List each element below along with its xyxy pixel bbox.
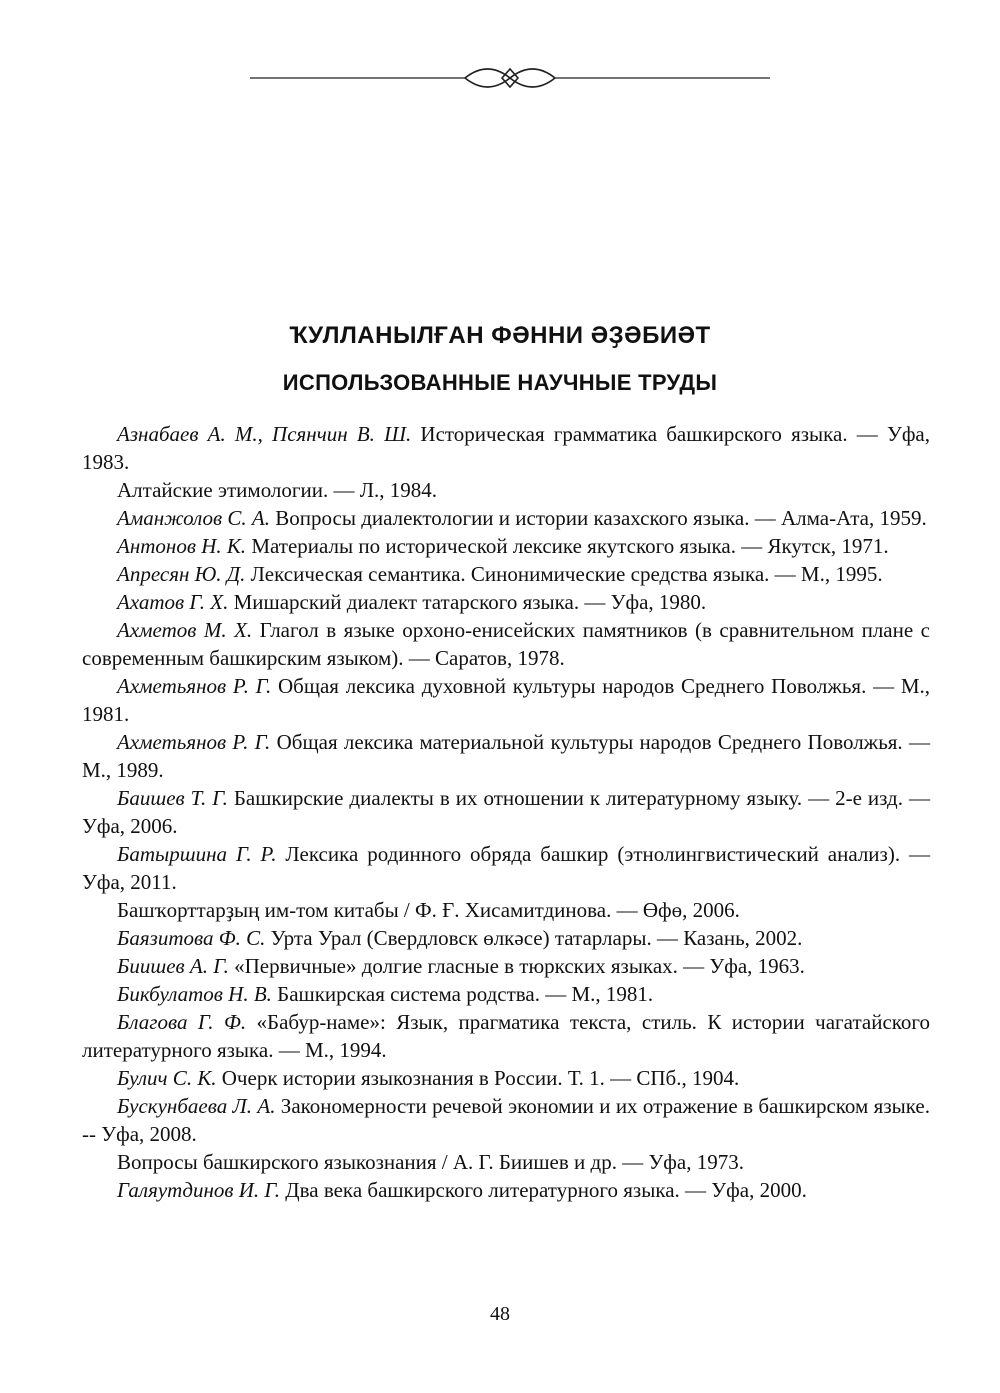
reference-entry (82, 1008, 930, 1064)
reference-author: Ахметьянов Р. Г. (117, 730, 271, 754)
reference-entry (82, 896, 930, 924)
reference-entry (82, 672, 930, 728)
reference-text: Башҡорттарҙың им-том китабы / Ф. Ғ. Хисамитдинова. — Өфө, 2006. (117, 898, 740, 922)
reference-author: Галяутдинов И. Г. (117, 1178, 281, 1202)
reference-text: Лексика родинного обряда башкир (этнолингвистический анализ). — Уфа, 2011. (82, 842, 931, 894)
reference-text: Два века башкирского литературного языка. — Уфа, 2000. (280, 1178, 807, 1202)
reference-entry (82, 1148, 930, 1176)
reference-text: Алтайские этимологии. — Л., 1984. (117, 478, 437, 502)
reference-author: Бускунбаева Л. А. (117, 1094, 276, 1118)
reference-entry (82, 588, 930, 616)
reference-entry (82, 1092, 930, 1148)
reference-text: Мишарский диалект татарского языка. — Уфа, 1980. (228, 590, 707, 614)
reference-author: Аманжолов С. А. (117, 506, 270, 530)
reference-author: Ахметьянов Р. Г. (117, 674, 272, 698)
reference-author: Биишев А. Г. (117, 954, 229, 978)
reference-text: Башкирская система родства. — М., 1981. (271, 982, 654, 1006)
reference-entry (82, 924, 930, 952)
header-ornament-icon (250, 60, 770, 96)
reference-author: Баязитова Ф. С. (117, 926, 266, 950)
reference-text: Вопросы башкирского языкознания / А. Г. Биишев и др. — Уфа, 1973. (117, 1150, 744, 1174)
reference-author: Благова Г. Ф. (117, 1010, 247, 1034)
page-title-bashkir: ҠУЛЛАНЫЛҒАН ФӘННИ ӘҘӘБИӘТ (289, 322, 711, 349)
reference-author: Батыршина Г. Р. (117, 842, 277, 866)
reference-entry (82, 1064, 930, 1092)
reference-text: Вопросы диалектологии и истории казахского языка. — Алма-Ата, 1959. (270, 506, 927, 530)
reference-list (82, 420, 930, 1204)
reference-author: Баишев Т. Г. (117, 786, 228, 810)
reference-text: Глагол в языке орхоно-енисейских памятников (в сравнительном плане с современным башкирским языком). — Саратов, 1978. (82, 618, 930, 670)
reference-entry (82, 532, 930, 560)
reference-entry (82, 728, 930, 784)
reference-text: Лексическая семантика. Синонимические средства языка. — М., 1995. (245, 562, 883, 586)
reference-text: Башкирские диалекты в их отношении к литературному языку. — 2-е изд. — Уфа, 2006. (82, 786, 930, 838)
reference-entry (82, 476, 930, 504)
reference-author: Ахатов Г. Х. (117, 590, 229, 614)
reference-entry (82, 616, 930, 672)
page-number: 48 (490, 1303, 510, 1325)
reference-text: «Бабур-наме»: Язык, прагматика текста, стиль. К истории чагатайского литературного языка. — М., 1994. (82, 1010, 930, 1062)
reference-entry (82, 1176, 930, 1204)
reference-text: Историческая грамматика башкирского языка. — Уфа, 1983. (82, 422, 931, 474)
reference-text: Общая лексика материальной культуры народов Среднего Поволжья. — М., 1989. (82, 730, 930, 782)
reference-author: Азнабаев А. М., Псянчин В. Ш. (117, 422, 412, 446)
reference-text: Урта Урал (Свердловск өлкәсе) татарлары. — Казань, 2002. (265, 926, 803, 950)
reference-author: Бикбулатов Н. В. (117, 982, 272, 1006)
reference-entry (82, 504, 930, 532)
reference-text: Общая лексика духовной культуры народов Среднего Поволжья. — М., 1981. (82, 674, 930, 726)
reference-entry (82, 560, 930, 588)
reference-entry (82, 420, 930, 476)
reference-text: Закономерности речевой экономии и их отражение в башкирском языке. -- Уфа, 2008. (82, 1094, 930, 1146)
reference-author: Апресян Ю. Д. (117, 562, 246, 586)
reference-entry (82, 980, 930, 1008)
reference-entry (82, 952, 930, 980)
reference-text: Материалы по исторической лексике якутского языка. — Якутск, 1971. (246, 534, 889, 558)
reference-author: Булич С. К. (117, 1066, 217, 1090)
page-title-russian: ИСПОЛЬЗОВАННЫЕ НАУЧНЫЕ ТРУДЫ (282, 370, 718, 395)
reference-entry (82, 840, 930, 896)
reference-author: Антонов Н. К. (117, 534, 247, 558)
reference-entry (82, 784, 930, 840)
reference-text: «Первичные» долгие гласные в тюркских языках. — Уфа, 1963. (228, 954, 805, 978)
reference-text: Очерк истории языкознания в России. Т. 1. — СПб., 1904. (216, 1066, 740, 1090)
reference-author: Ахметов М. Х. (117, 618, 253, 642)
